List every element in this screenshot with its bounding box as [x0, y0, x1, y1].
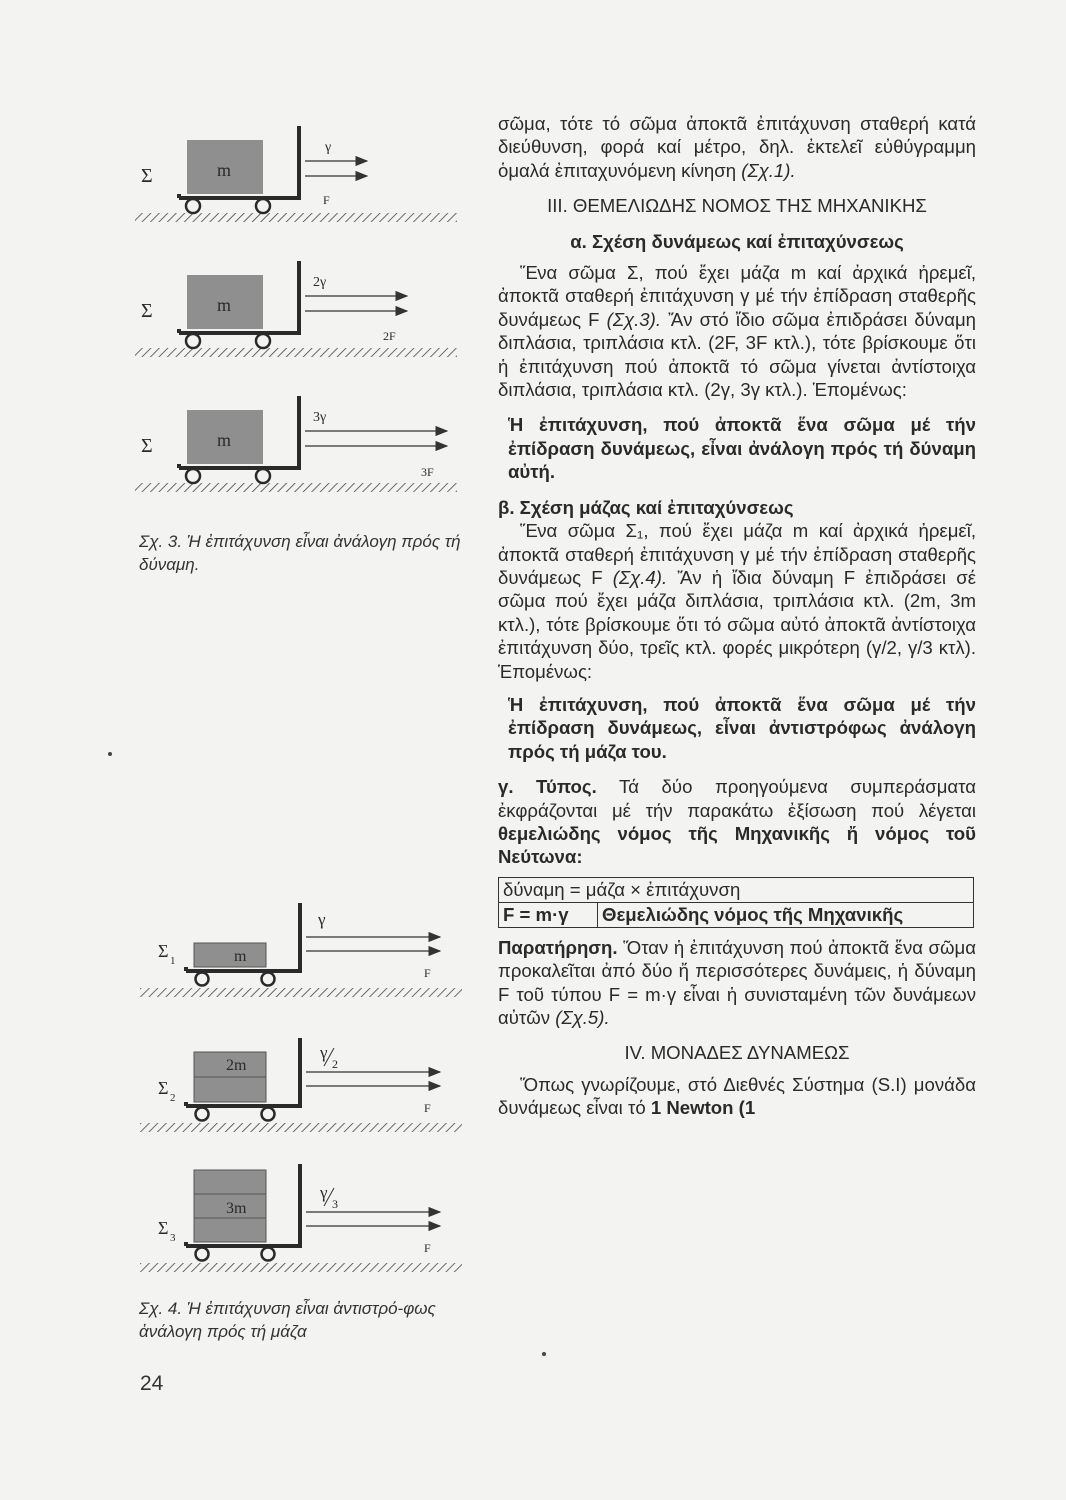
text-column	[498, 112, 976, 1120]
accel-label: 2γ	[313, 275, 327, 290]
wheel	[196, 1108, 209, 1121]
mass-label: m	[217, 295, 232, 315]
wheel	[262, 1108, 275, 1121]
wheel	[256, 469, 270, 483]
subsection-b-title: β. Σχέση μάζας καί ἐπιταχύνσεως	[498, 496, 794, 518]
force-label: F	[424, 1241, 431, 1255]
wheel	[256, 334, 270, 348]
ground-hatch	[140, 988, 462, 997]
subsection-a-title: α. Σχέση δυνάμεως καί ἐπιταχύνσεως	[570, 230, 904, 252]
ground-hatch	[135, 483, 457, 492]
unit-name: 1 Newton (1	[650, 1097, 756, 1119]
formula-words: δύναμη = μάζα × ἐπιτάχυνση	[499, 877, 974, 902]
accel-label: 3γ	[313, 410, 327, 425]
ground-hatch	[140, 1123, 462, 1132]
paragraph-text: Ὅταν ἡ ἐπιτάχυνση πού ἀποκτᾶ ἕνα σῶμα προκαλεῖται ἀπό δύο ἤ περισσότερες δυνάμεις, ἡ δύναμη F τοῦ τύπου F = m·γ εἶναι ἡ συνισταμένη τῶν δυνάμεων αὐτῶν	[498, 936, 977, 1028]
page-number: 24	[140, 1372, 164, 1395]
accel-divisor: 2	[332, 1057, 338, 1071]
fig3-panel-3	[135, 396, 457, 492]
mass-label: m	[217, 430, 232, 450]
figure-3-caption: Σχ. 3. Ἡ ἐπιτάχυνση εἶναι ἀνάλογη πρός τή δύναμη.	[139, 532, 461, 574]
intro-text: σῶμα, τότε τό σῶμα ἀποκτᾶ ἐπιτάχυνση σταθερή κατά διεύθυνση, φορά καί μέτρο, δηλ. ἐκτελεῖ εὐθύγραμμη ὁμαλά ἐπιταχυνόμενη κίνηση	[498, 113, 976, 181]
wheel	[186, 469, 200, 483]
figure-3	[135, 118, 475, 518]
fig3-panel-1	[135, 126, 457, 222]
rule-proportional: Ἡ ἐπιτάχυνση, πού ἀποκτᾶ ἕνα σῶμα μέ τήν ἐπίδραση δυνάμεως, εἶναι ἀνάλογη πρός τή δύναμη αὐτή.	[508, 414, 976, 483]
body-subscript: 3	[170, 1232, 176, 1244]
wheel	[262, 973, 275, 986]
wheel	[196, 1248, 209, 1261]
body-label: Σ	[158, 1218, 169, 1238]
figure-ref: (Σχ.3).	[606, 308, 661, 330]
body-subscript: 2	[170, 1092, 176, 1104]
mass-label: m	[217, 160, 232, 180]
wheel	[186, 334, 200, 348]
force-label: F	[424, 1101, 431, 1115]
paragraph-text: Ἄν στό ἴδιο σῶμα ἐπιδράσει δύναμη διπλάσια, τριπλάσια κτλ. (2F, 3F κτλ.), τότε βρίσκουμε ὅτι ἡ ἐπιτάχυνση πού ἀποκτᾶ τό σῶμα γίνεται ἀντίστοιχα διπλάσια, τριπλάσια κτλ. (2γ, 3γ κτλ.). Ἑπομένως:	[498, 308, 977, 401]
accel-label: γ	[320, 1183, 328, 1202]
note-title: Παρατήρηση.	[498, 936, 618, 958]
fig3-panel-2	[135, 261, 457, 357]
section-3-title: III. ΘΕΜΕΛΙΩΔΗΣ ΝΟΜΟΣ ΤΗΣ ΜΗΧΑΝΙΚΗΣ	[547, 195, 927, 217]
law-name: θεμελιώδης νόμος τῆς Μηχανικῆς ἤ νόμος τοῦ Νεύτωνα:	[498, 822, 976, 868]
force-label: 2F	[383, 329, 396, 343]
formula-name: Θεμελιώδης νόμος τῆς Μηχανικῆς	[598, 902, 974, 927]
intro-paragraph	[498, 112, 976, 182]
body-label: Σ	[158, 941, 169, 961]
fig4-panel-3	[140, 1164, 462, 1272]
wheel	[196, 973, 209, 986]
figure-ref: (Σχ.5).	[555, 1007, 610, 1028]
print-speck	[542, 1352, 546, 1356]
figure-4-caption: Σχ. 4. Ἡ ἐπιτάχυνση εἶναι ἀντιστρό-φως ἀνάλογη πρός τή μάζα	[139, 1299, 436, 1341]
fig4-panel-2	[140, 1038, 462, 1132]
mass-block	[194, 1218, 266, 1242]
figure-ref: (Σχ.4).	[612, 566, 668, 588]
accel-label: γ	[318, 910, 326, 929]
ground-hatch	[135, 213, 457, 222]
paragraph-text: Ἕνα σῶμα Σ, πού ἔχει μάζα m καί ἀρχικά ἠρεμεῖ, ἀποκτᾶ σταθερή ἐπιτάχυνση γ μέ τήν ἐπίδραση σταθερῆς δυνάμεως F	[498, 262, 976, 330]
subsection-a-paragraph	[498, 261, 976, 401]
wheel	[262, 1248, 275, 1261]
accel-label: γ	[325, 140, 332, 155]
paragraph-text: Ἕνα σῶμα Σ₁, πού ἔχει μάζα m καί ἀρχικά ἠρεμεῖ, ἀποκτᾶ σταθερή ἐπιτάχυνση γ μέ τήν ἐπίδραση σταθερῆς δυνάμεως F	[498, 520, 976, 588]
paragraph-text: Ὅπως γνωρίζουμε, στό Διεθνές Σύστημα (S.I) μονάδα δυνάμεως εἶναι τό	[498, 1073, 976, 1119]
figure-4	[140, 895, 475, 1285]
subsection-b-paragraph	[498, 519, 976, 683]
ground-hatch	[135, 348, 457, 357]
body-label: Σ	[141, 165, 153, 187]
note-paragraph	[498, 936, 976, 1030]
mass-label: m	[234, 948, 247, 965]
mass-block	[194, 1170, 266, 1194]
paragraph-text: Ἄν ἡ ἴδια δύναμη F ἐπιδράσει σέ σῶμα πού ἔχει μάζα διπλάσια, τριπλάσια κτλ. (2m, 3m κτλ.), τότε βρίσκουμε ὅτι τό σῶμα αὐτό ἀποκτᾶ ἀντίστοιχα ἐπιτάχυνση δύο, τρεῖς κτλ. φορές μικρότερη (γ/2, γ/3 κτλ). Ἑπομένως:	[498, 566, 976, 682]
figure-ref: (Σχ.1).	[741, 159, 796, 181]
subsection-c-paragraph	[498, 775, 976, 869]
force-label: F	[323, 193, 330, 207]
mass-label: 2m	[226, 1057, 247, 1074]
formula-box	[498, 877, 974, 928]
formula-symbolic: F = m·γ	[499, 902, 598, 927]
mass-block	[194, 1077, 266, 1102]
body-label: Σ	[158, 1078, 169, 1098]
force-label: 3F	[421, 465, 434, 479]
accel-divisor: 3	[332, 1197, 338, 1211]
body-label: Σ	[141, 435, 153, 457]
paragraph-text: Τά δύο προηγούμενα συμπεράσματα ἐκφράζονται μέ τήν παρακάτω ἐξίσωση πού λέγεται	[498, 776, 976, 821]
section-4-paragraph	[498, 1073, 976, 1120]
body-label: Σ	[141, 300, 153, 322]
force-label: F	[424, 966, 431, 980]
accel-label: γ	[320, 1043, 328, 1062]
section-4-title: IV. ΜΟΝΑΔΕΣ ΔΥΝΑΜΕΩΣ	[624, 1042, 850, 1064]
fig4-panel-1	[140, 903, 462, 997]
rule-inverse: Ἡ ἐπιτάχυνση, πού ἀποκτᾶ ἕνα σῶμα μέ τήν ἐπίδραση δυνάμεως, εἶναι ἀντιστρόφως ἀνάλογη πρός τή μάζα του.	[508, 693, 976, 762]
ground-hatch	[140, 1263, 462, 1272]
wheel	[256, 199, 270, 213]
mass-label: 3m	[226, 1200, 247, 1217]
wheel	[186, 199, 200, 213]
body-subscript: 1	[170, 955, 176, 967]
print-speck	[108, 752, 112, 756]
subsection-c-title: γ. Τύπος.	[498, 776, 597, 798]
mass-block	[194, 943, 266, 967]
